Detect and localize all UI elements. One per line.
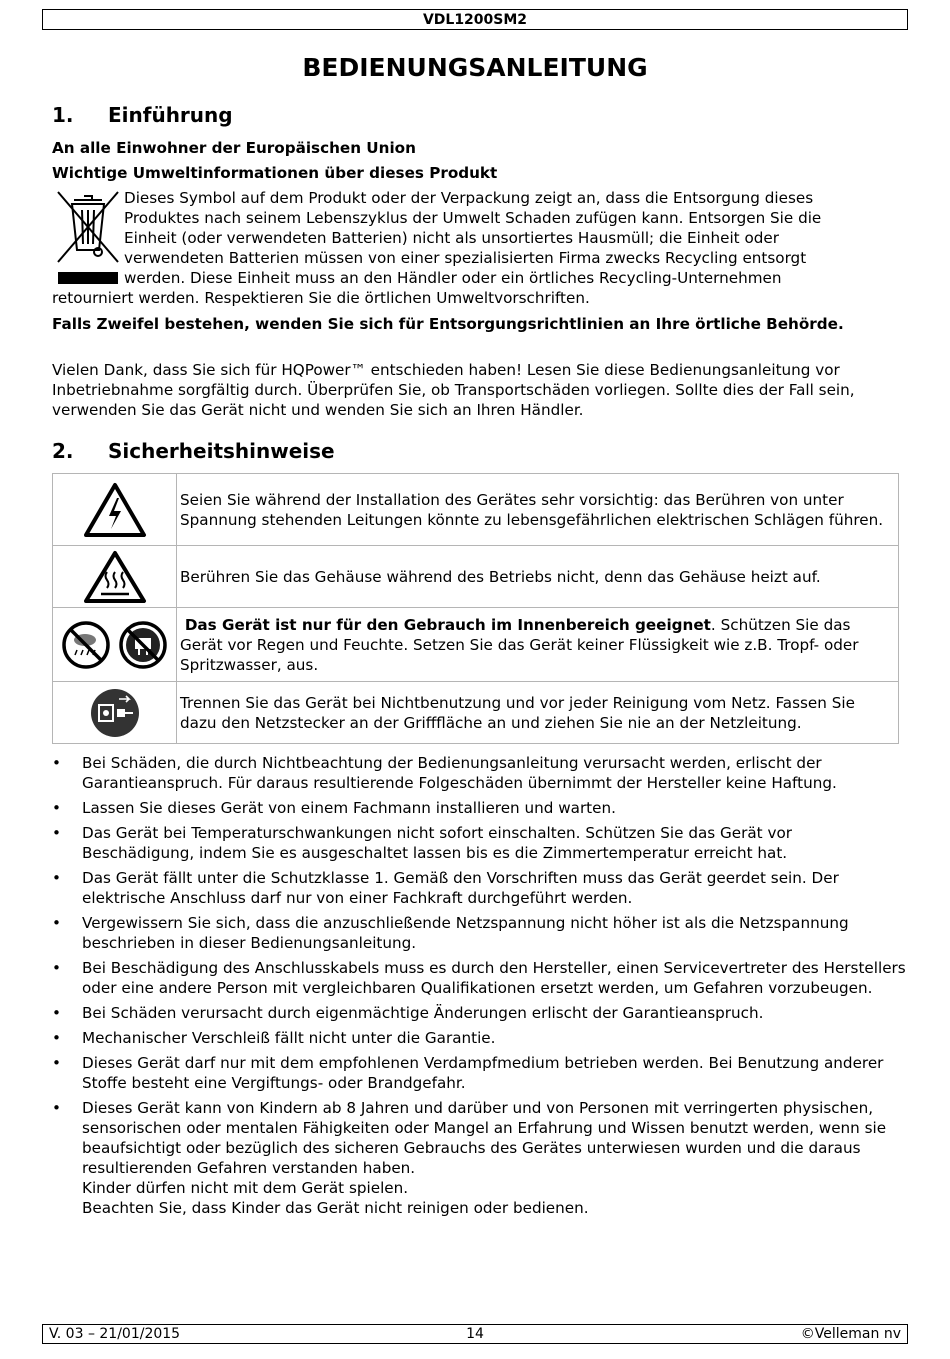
list-item: • Mechanischer Verschleiß fällt nicht unter die Garantie.	[52, 1028, 908, 1048]
list-item: • Das Gerät fällt unter die Schutzklasse 1. Gemäß den Vorschriften muss das Gerät geerdet sein. Der elektrische Anschluss darf nur von einer Fachkraft durchgeführt werden.	[52, 868, 908, 908]
weee-paragraph: Dieses Symbol auf dem Produkt oder der Verpackung zeigt an, dass die Entsorgung dieses Produktes nach seinem Lebenszyklus der Umwelt Schaden zufügen kann. Entsorgen Sie die Einheit (oder verwendeten Batterien) nicht als unsortiertes Hausmüll; die Einheit oder verwendeten Batterien müssen von einer spezialisierten Firma zwecks Recycling entsorgt werden. Diese Einheit muss an den Händler oder ein örtliches Recycling-Unternehmen retourniert werden. Respektieren Sie die örtlichen Umweltvorschriften.	[52, 189, 822, 307]
hot-surface-warning-icon	[83, 550, 147, 604]
footer-page-number: 14	[466, 1326, 484, 1342]
unplug-icon	[89, 687, 141, 739]
footer-version: V. 03 – 21/01/2015	[49, 1326, 181, 1342]
page-header	[42, 9, 908, 30]
footer-copyright: ©Velleman nv	[800, 1326, 901, 1342]
doubt-notice: Falls Zweifel bestehen, wenden Sie sich für Entsorgungsrichtlinien an Ihre örtliche Behörde.	[52, 315, 844, 333]
children-cleaning-note: Beachten Sie, dass Kinder das Gerät nicht reinigen oder bedienen.	[82, 1199, 589, 1217]
list-item: • Bei Schäden, die durch Nichtbeachtung der Bedienungsanleitung verursacht werden, erlischt der Garantieanspruch. Für daraus resultierende Folgeschäden übernimmt der Hersteller keine Haftung.	[52, 753, 908, 793]
safety-text-unplug: Trennen Sie das Gerät bei Nichtbenutzung und vor jeder Reinigung vom Netz. Fassen Sie dazu den Netzstecker an der Grifffläche an und ziehen Sie nie an der Netzleitung.	[177, 682, 899, 744]
list-item: • Dieses Gerät darf nur mit dem empfohlenen Verdampfmedium betrieben werden. Bei Benutzung anderer Stoffe besteht eine Vergiftungs- oder Brandgefahr.	[52, 1053, 908, 1093]
document-title: BEDIENUNGSANLEITUNG	[302, 53, 648, 82]
safety-text-hot: Berühren Sie das Gehäuse während des Betriebs nicht, denn das Gehäuse heizt auf.	[177, 546, 899, 608]
safety-bullet-list	[52, 753, 908, 1223]
section-1-heading: 1. Einführung	[52, 103, 233, 127]
safety-row-unplug	[53, 682, 899, 744]
children-play-note: Kinder dürfen nicht mit dem Gerät spielen.	[82, 1179, 409, 1197]
list-item: • Lassen Sie dieses Gerät von einem Fachmann installieren und warten.	[52, 798, 908, 818]
list-item: • Vergewissern Sie sich, dass die anzuschließende Netzspannung nicht höher ist als die Netzspannung beschrieben in dieser Bedienungsanleitung.	[52, 913, 908, 953]
eu-residents-subheading: An alle Einwohner der Europäischen Union	[52, 139, 416, 157]
thanks-paragraph: Vielen Dank, dass Sie sich für HQPower™ entschieden haben! Lesen Sie diese Bedienungsanleitung vor Inbetriebnahme sorgfältig durch. Überprüfen Sie, ob Transportschäden vorliegen. Sollte dies der Fall sein, verwenden Sie das Gerät nicht und wenden Sie sich an Ihren Händler.	[52, 361, 855, 419]
page-footer	[42, 1324, 908, 1344]
list-item: • Bei Schäden verursacht durch eigenmächtige Änderungen erlischt der Garantieanspruch.	[52, 1003, 908, 1023]
safety-row-indoor	[53, 608, 899, 682]
safety-table	[52, 473, 899, 744]
no-rain-no-water-icon	[59, 618, 171, 672]
list-item: • Das Gerät bei Temperaturschwankungen nicht sofort einschalten. Schützen Sie das Gerät vor Beschädigung, indem Sie es ausgeschaltet lassen bis es die Zimmertemperatur erreicht hat.	[52, 823, 908, 863]
electric-shock-warning-icon	[83, 482, 147, 538]
header-model: VDL1200SM2	[422, 12, 528, 28]
indoor-use-bold: Das Gerät ist nur für den Gebrauch im Innenbereich geeignet	[184, 615, 711, 634]
safety-text-electric: Seien Sie während der Installation des Gerätes sehr vorsichtig: das Berühren von unter Spannung stehenden Leitungen könnte zu lebensgefährlichen elektrischen Schlägen führen.	[177, 474, 899, 546]
environment-info-subheading: Wichtige Umweltinformationen über dieses Produkt	[52, 164, 498, 182]
safety-text-indoor: Das Gerät ist nur für den Gebrauch im Innenbereich geeignet. Schützen Sie das Gerät vor Regen und Feuchte. Setzen Sie das Gerät keiner Flüssigkeit wie z.B. Tropf- oder Spritzwasser, aus.	[177, 608, 899, 682]
safety-row-electric	[53, 474, 899, 546]
list-item: • Dieses Gerät kann von Kindern ab 8 Jahren und darüber und von Personen mit verringerten physischen, sensorischen oder mentalen Fähigkeiten oder Mangel an Erfahrung und Wissen benutzt werden, wenn sie beaufsichtigt oder bezüglich des sicheren Gebrauchs des Gerätes unterwiesen wurden und die daraus resultierenden Gefahren verstanden haben. Kinder dürfen nicht mit dem Gerät spielen. Beachten Sie, dass Kinder das Gerät nicht reinigen oder bedienen.	[52, 1098, 908, 1218]
safety-row-hot	[53, 546, 899, 608]
section-2-heading: 2. Sicherheitshinweise	[52, 439, 335, 463]
list-item: • Bei Beschädigung des Anschlusskabels muss es durch den Hersteller, einen Servicevertreter des Herstellers oder eine andere Person mit vergleichbaren Qualifikationen ersetzt werden, um Gefahren vorzubeugen.	[52, 958, 908, 998]
